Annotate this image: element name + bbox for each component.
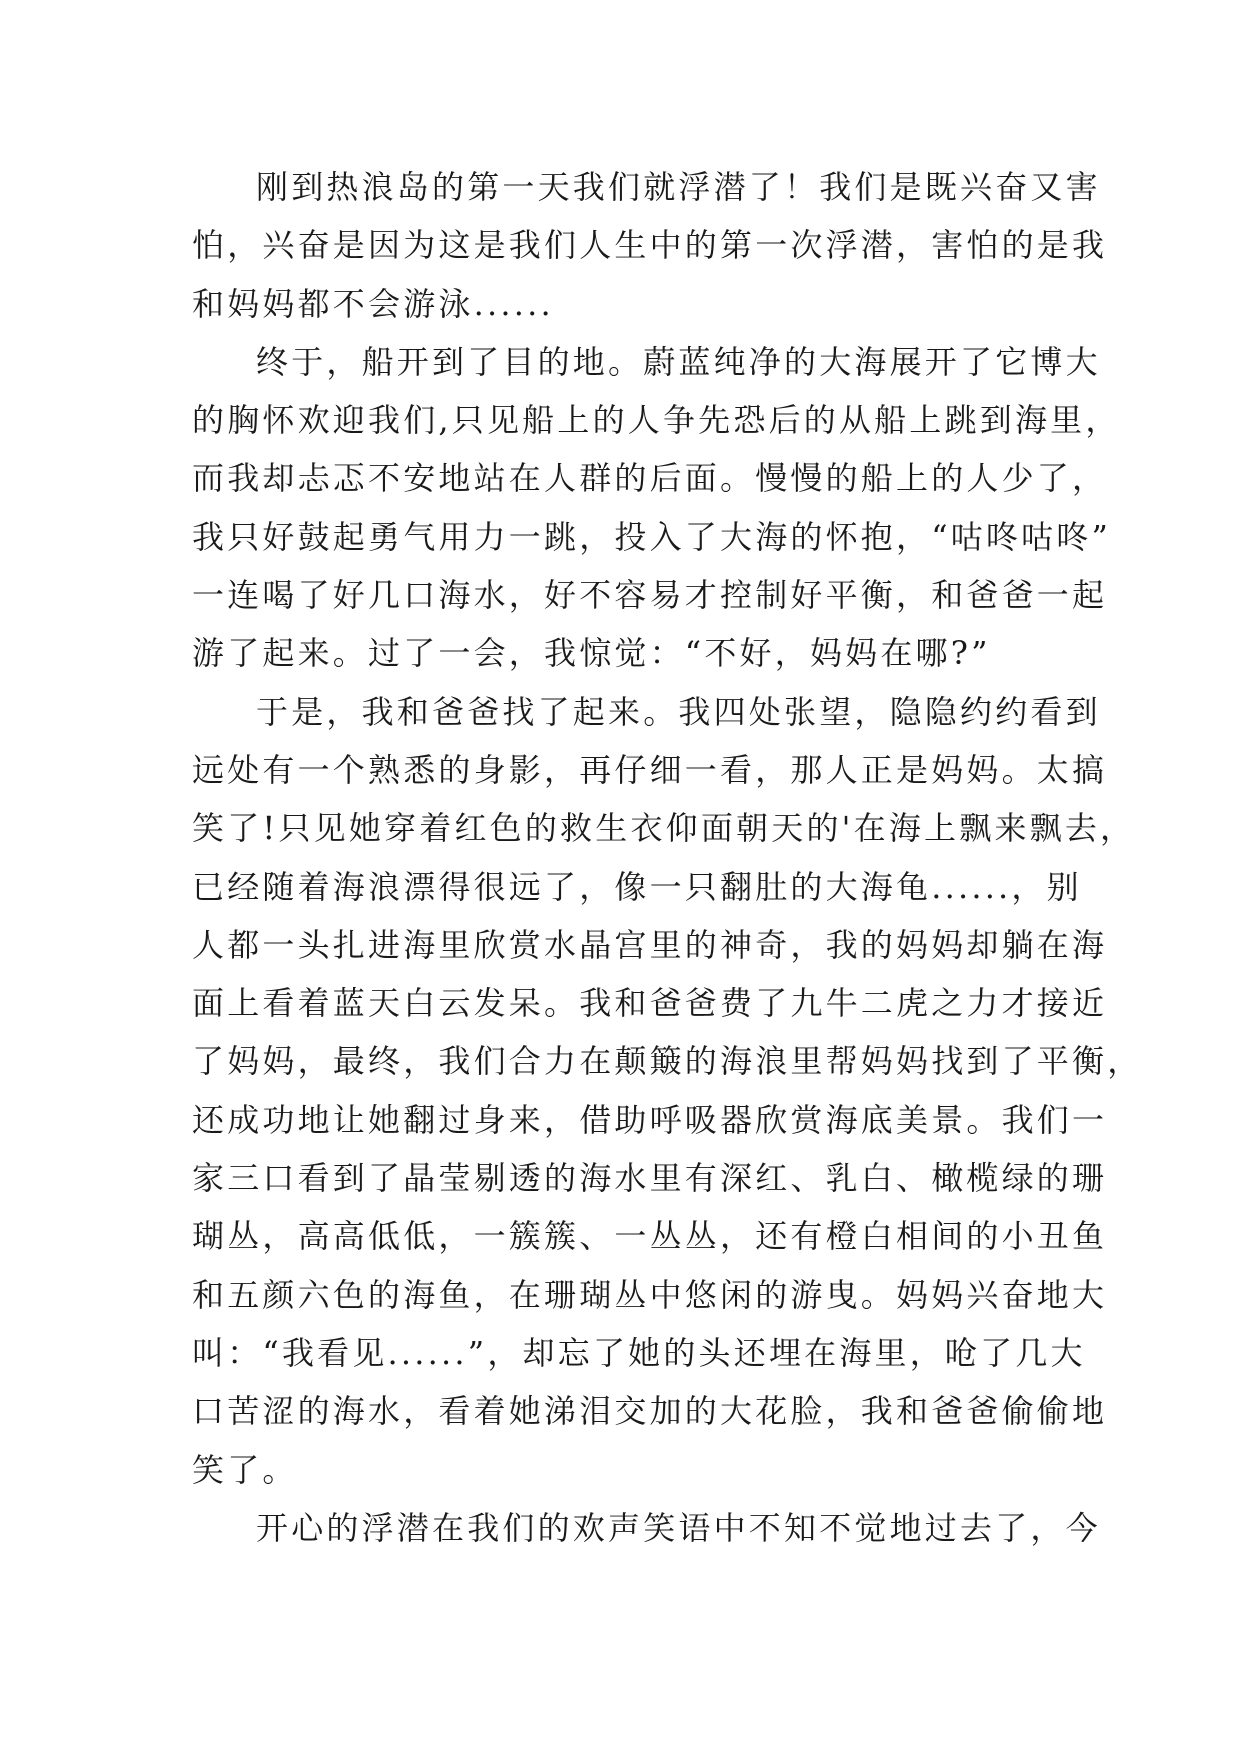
text-line: 已经随着海浪漂得很远了，像一只翻肚的大海龟......，别 <box>192 867 1082 906</box>
essay-body <box>192 158 1143 1557</box>
text-line: 的胸怀欢迎我们,只见船上的人争先恐后的从船上跳到海里， <box>192 401 1121 440</box>
text-line: 口苦涩的海水，看着她涕泪交加的大花脸，我和爸爸偷偷地 <box>192 1392 1108 1431</box>
text-line: 面上看着蓝天白云发呆。我和爸爸费了九牛二虎之力才接近 <box>192 984 1108 1023</box>
text-line: 于是，我和爸爸找了起来。我四处张望，隐隐约约看到 <box>256 692 1101 731</box>
text-line: 远处有一个熟悉的身影，再仔细一看，那人正是妈妈。太搞 <box>192 750 1108 789</box>
text-line: 笑了!只见她穿着红色的救生衣仰面朝天的'在海上飘来飘去， <box>192 809 1136 848</box>
text-line: 怕，兴奋是因为这是我们人生中的第一次浮潜，害怕的是我 <box>192 226 1108 265</box>
text-line: 我只好鼓起勇气用力一跳，投入了大海的怀抱，“咕咚咕咚” <box>192 517 1112 556</box>
text-line: 瑚丛，高高低低，一簇簇、一丛丛，还有橙白相间的小丑鱼 <box>192 1217 1108 1256</box>
text-line: 叫：“我看见......”，却忘了她的头还埋在海里，呛了几大 <box>192 1333 1086 1372</box>
text-line: 游了起来。过了一会，我惊觉：“不好，妈妈在哪?” <box>192 634 991 673</box>
text-line: 了妈妈，最终，我们合力在颠簸的海浪里帮妈妈找到了平衡， <box>192 1042 1143 1081</box>
text-line: 终于，船开到了目的地。蔚蓝纯净的大海展开了它博大 <box>256 342 1101 381</box>
text-line: 笑了。 <box>192 1450 298 1489</box>
text-line: 开心的浮潜在我们的欢声笑语中不知不觉地过去了，今 <box>256 1508 1101 1547</box>
text-line: 而我却忐忑不安地站在人群的后面。慢慢的船上的人少了， <box>192 459 1108 498</box>
text-line: 刚到热浪岛的第一天我们就浮潜了！我们是既兴奋又害 <box>256 168 1101 206</box>
text-line: 和五颜六色的海鱼，在珊瑚丛中悠闲的游曳。妈妈兴奋地大 <box>192 1275 1108 1314</box>
text-line: 家三口看到了晶莹剔透的海水里有深红、乳白、橄榄绿的珊 <box>192 1159 1108 1198</box>
text-line: 还成功地让她翻过身来，借助呼吸器欣赏海底美景。我们一 <box>192 1100 1108 1139</box>
text-line: 和妈妈都不会游泳...... <box>192 284 554 323</box>
text-line: 一连喝了好几口海水，好不容易才控制好平衡，和爸爸一起 <box>192 576 1108 615</box>
text-line: 人都一头扎进海里欣赏水晶宫里的神奇，我的妈妈却躺在海 <box>192 925 1108 964</box>
